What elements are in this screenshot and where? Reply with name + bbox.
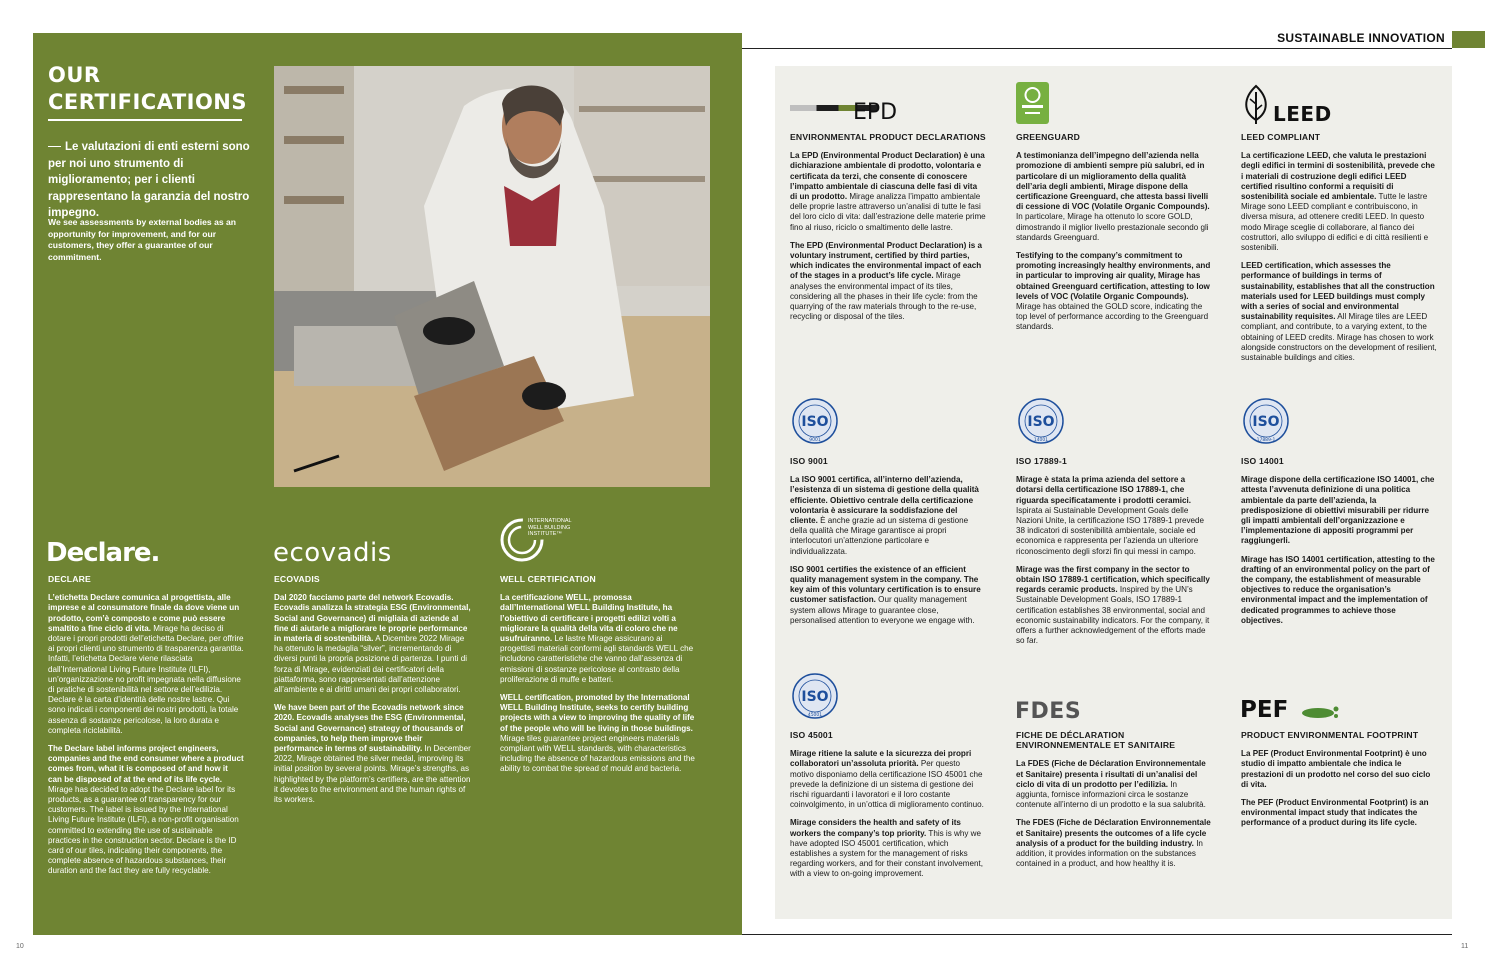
iso17889-section bbox=[1016, 456, 1212, 654]
intro-dash bbox=[48, 146, 61, 147]
intro-english: We see assessments by external bodies as an opportunity for improvement, and for our customers, they offer a guarantee of our commitment. bbox=[48, 217, 237, 262]
svg-text:ISO: ISO bbox=[1252, 414, 1280, 430]
iso45001-text-en: Mirage considers the health and safety of its workers the company’s top priority. This is why we have adopted ISO 45001 certification, which establishes a system for the management of risks regarding workers, and for their constant involvement, with a view to on-going improvement. bbox=[790, 818, 983, 879]
leed-section bbox=[1241, 132, 1437, 371]
ecovadis-text-it: Dal 2020 facciamo parte del network Ecovadis. Ecovadis analizza la strategia ESG (Environmental, Social and Governance) di migliaia di aziende al fine di aiutarle a migliorare le proprie performance in materia di sostenibilità. A Dicembre 2022 Mirage ha ottenuto la medaglia “silver”, incrementando di diversi punti la propria posizione di partenza. I punti di forza di Mirage, evidenziati dai certificatori della piattaforma, sono rappresentati dall’attenzione all’ambiente e ai diritti umani dei propri collaboratori. bbox=[274, 593, 471, 695]
svg-text:ISO: ISO bbox=[1027, 414, 1055, 430]
ecovadis-title: ECOVADIS bbox=[274, 574, 320, 584]
pef-logo: PEF bbox=[1240, 697, 1289, 723]
well-text-it: La certificazione WELL, promossa dall’International WELL Building Institute, ha l’obiettivo di certificare i progetti edilizi volti a migliorare la qualità della vita di coloro che ne usufruiranno. Le lastre Mirage assicurano ai progettisti materiali conformi agli standards WELL che includono caratteristiche che vanno dall’assenza di emissioni di sostanze pericolose al contrasto della proliferazione di muffe e batteri. bbox=[500, 593, 694, 684]
greenguard-section bbox=[1016, 132, 1212, 341]
page-title: OUR CERTIFICATIONS bbox=[48, 63, 248, 114]
well-title: WELL CERTIFICATION bbox=[500, 574, 596, 584]
pef-text-en: The PEF (Product Environmental Footprint) is an environmental impact study that indicates the performance of a product during its life cycle. bbox=[1241, 798, 1429, 828]
declare-title: DECLARE bbox=[48, 574, 91, 584]
leaf-icon bbox=[1241, 84, 1271, 124]
epd-text-it: La EPD (Environmental Product Declaration) è una dichiarazione ambientale di prodotto, volontaria e certificata da terzi, che consente di conoscere l’impatto ambientale di ciascuna delle fasi di vita di un prodotto. Mirage analizza l’impatto ambientale delle proprie lastre attraverso un’analisi di tutte le fasi del loro ciclo di vita: dall’estrazione delle materie prime fino al riuso, riciclo o smaltimento delle lastre. bbox=[790, 151, 986, 232]
fdes-section bbox=[1016, 730, 1212, 877]
leed-text-en: LEED certification, which assesses the performance of buildings in terms of sustainability, establishes that all the construction materials used for LEED buildings must comply with a series of social and environmental sustainability requisites. All Mirage tiles are LEED compliant, and contribute, to a varying extent, to the obtaining of LEED credits. Mirage has chosen to work alongside constructors on the development of resilient, sustainable buildings and cities. bbox=[1241, 261, 1437, 363]
technician-photo-illustration bbox=[274, 66, 710, 487]
bottom-rule bbox=[742, 934, 1452, 935]
svg-text:17889-1: 17889-1 bbox=[1256, 438, 1276, 443]
section-label: SUSTAINABLE INNOVATION bbox=[1277, 31, 1445, 45]
iso17889-title: ISO 17889-1 bbox=[1016, 456, 1067, 466]
well-text-en: WELL certification, promoted by the International WELL Building Institute, seeks to certify building projects with a view to improving the quality of life of the people who will be living in those buildings. Mirage tiles guarantee project engineers materials compliant with WELL standards, with characteristics including the absence of hazardous emissions and the ability to combat the spread of mould and bacteria. bbox=[500, 693, 695, 774]
fdes-text-en: The FDES (Fiche de Déclaration Environnementale et Sanitaire) presents the outcomes of a life cycle analysis of a product for the building industry. In addition, it provides information on the substances contained in a product, and how healthy it is. bbox=[1016, 818, 1211, 869]
iso14001-section bbox=[1241, 456, 1437, 634]
leed-title: LEED COMPLIANT bbox=[1241, 132, 1321, 142]
iso-badge-icon bbox=[1017, 397, 1065, 445]
iso9001-title: ISO 9001 bbox=[790, 456, 828, 466]
footprint-icon bbox=[1298, 705, 1340, 719]
ecovadis-logo: ecovadis bbox=[273, 538, 392, 568]
title-underline bbox=[48, 119, 242, 121]
iso9001-section bbox=[790, 456, 986, 634]
ecovadis-section bbox=[274, 574, 471, 813]
svg-text:14001: 14001 bbox=[1033, 438, 1049, 443]
declare-section bbox=[48, 574, 244, 885]
svg-text:9001: 9001 bbox=[809, 438, 821, 443]
hero-photo bbox=[274, 66, 710, 487]
iso-badge-icon bbox=[1242, 397, 1290, 445]
pef-text-it: La PEF (Product Environmental Footprint) è uno studio di impatto ambientale che indica le prestazioni di un prodotto nel corso del suo ciclo di vita. bbox=[1241, 749, 1431, 789]
top-rule bbox=[742, 48, 1452, 49]
greenguard-logo-icon bbox=[1016, 82, 1049, 124]
declare-text-en: The Declare label informs project engineers, companies and the end consumer where a product comes from, what it is composed of and how it can be disposed of at the end of its life cycle. Mirage has decided to adopt the Declare label for its products, as a guarantee of transparency for our customers. The label is issued by the International Living Future Institute (ILFI), a non-profit organisation committed to extending the use of sustainable practices in the construction sector. Declare is the ID card of our tiles, indicating their components, the complete absence of hazardous substances, their duration and the fact they are fully recyclable. bbox=[48, 744, 244, 876]
iso45001-section bbox=[790, 730, 986, 888]
intro-italian: Le valutazioni di enti esterni sono per noi uno strumento di miglioramento; per i clienti rappresentano la garanzia del nostro impegno. bbox=[48, 141, 250, 219]
page-number-right: 11 bbox=[1461, 943, 1469, 950]
iso45001-text-it: Mirage ritiene la salute e la sicurezza dei propri collaboratori un’assoluta priorità. Per questo motivo disponiamo della certificazione ISO 45001 che prevede la definizione di un sistema di gestione dei rischi riguardanti i lavoratori e il loro costante coinvolgimento, in un’ottica di miglioramento continuo. bbox=[790, 749, 984, 810]
fdes-logo: FDES bbox=[1015, 699, 1082, 724]
iso9001-text-it: La ISO 9001 certifica, all’interno dell’azienda, l’esistenza di un sistema di gestione della qualità efficiente. Obiettivo centrale della certificazione volontaria è assicurare la soddisfazione del cliente. È anche grazie ad un sistema di gestione della qualità che Mirage garantisce ai propri interlocutori un’attenzione particolare e individualizzata. bbox=[790, 475, 979, 556]
greenguard-text-it: A testimonianza dell’impegno dell’azienda nella promozione di ambienti sempre più salubri, ed in particolare di un miglioramento della qualità dell’aria degli ambienti, Mirage dispone della certificazione Greenguard, che attesta bassi livelli di cessione di VOC (Volatile Organic Compounds). In particolare, Mirage ha ottenuto lo score GOLD, dimostrando il miglior livello prestazionale secondo gli standards Greenguard. bbox=[1016, 151, 1210, 242]
well-section bbox=[500, 574, 698, 783]
page-number-left: 10 bbox=[16, 943, 24, 950]
iso-badge-icon bbox=[791, 672, 839, 720]
epd-text-en: The EPD (Environmental Product Declaration) is a voluntary instrument, certified by third parties, which indicates the environmental impact of each of the stages in a product’s life cycle. Mirage analyses the environmental impact of its tiles, considering all the phases in their life cycle: from the quarrying of the raw materials through to the re-use, recycling or disposal of the tiles. bbox=[790, 240, 983, 322]
iso17889-text-en: Mirage was the first company in the sector to obtain ISO 17889-1 certification, which specifically regards ceramic products. Inspired by the UN’s Sustainable Development Goals, ISO 17889-1 certification establishes 38 environmental, social and economic sustainability indicators. For the company, it offers a further acknowledgement of the efforts made so far. bbox=[1016, 564, 1210, 646]
svg-text:ISO: ISO bbox=[801, 414, 829, 430]
greenguard-title: GREENGUARD bbox=[1016, 132, 1081, 142]
well-logo-text: INTERNATIONAL WELL BUILDING INSTITUTE™ bbox=[528, 518, 572, 537]
iso45001-title: ISO 45001 bbox=[790, 730, 833, 740]
fdes-text-it: La FDES (Fiche de Déclaration Environnementale et Sanitaire) presenta i risultati di un’analisi del ciclo di vita di un prodotto per l’edilizia. In aggiunta, fornisce informazioni circa le sostanze contenute all’interno di un prodotto e la sua salubrità. bbox=[1016, 759, 1206, 810]
leed-logo bbox=[1241, 84, 1332, 129]
iso17889-text-it: Mirage è stata la prima azienda del settore a dotarsi della certificazione ISO 17889-1, che riguarda specificatamente i prodotti ceramici. Ispirata ai Sustainable Development Goals delle Nazioni Unite, la certificazione ISO 17889-1 prevede 38 indicatori di sostenibilità ambientale, sociale ed economica e rappresenta per l’azienda un ulteriore riconoscimento degli sforzi fin qui messi in campo. bbox=[1016, 475, 1205, 556]
epd-logo-text: EPD bbox=[853, 100, 898, 125]
epd-title: ENVIRONMENTAL PRODUCT DECLARATIONS bbox=[790, 132, 986, 142]
greenguard-text-en: Testifying to the company’s commitment to promoting increasingly healthy environments, and in particular to improving air quality, Mirage has obtained Greenguard certification, attesting to low levels of VOC (Volatile Organic Compounds). Mirage has obtained the GOLD score, indicating the top level of performance according to the Greenguard standards. bbox=[1016, 251, 1211, 332]
leed-logo-text: LEED bbox=[1273, 102, 1332, 126]
fdes-title: FICHE DE DÉCLARATION ENVIRONNEMENTALE ET SANITAIRE bbox=[1016, 730, 1176, 751]
iso14001-text-it: Mirage dispone della certificazione ISO 14001, che attesta l’avvenuta definizione di una politica ambientale da parte dell’azienda, la predisposizione di obiettivi misurabili per ridurre gli impatti ambientali dell’organizzazione e l’implementazione di appositi programmi per raggiungerli. bbox=[1241, 475, 1435, 546]
declare-text-it: L’etichetta Declare comunica al progettista, alle imprese e al consumatore finale da dove viene un prodotto, com’è composto e come può essere smaltito a fine ciclo di vita. Mirage ha deciso di dotare i propri prodotti dell’etichetta Declare, per offrire ai propri clienti uno strumento di trasparenza garantita. Infatti, l’etichetta Declare viene rilasciata dall’International Living Future Institute (ILFI), un’organizzazione no profit impegnata nella diffusione di pratiche di sostenibilità nel settore dell’edilizia. Declare è la carta d’identità delle nostre lastre. Qui sono indicati i componenti dei nostri prodotti, la totale assenza di sostanze pericolose, la loro durata e completa riciclabilità. bbox=[48, 593, 244, 735]
iso14001-title: ISO 14001 bbox=[1241, 456, 1284, 466]
epd-section bbox=[790, 132, 986, 330]
svg-text:ISO: ISO bbox=[801, 689, 829, 705]
iso14001-text-en: Mirage has ISO 14001 certification, attesting to the drafting of an environmental policy on the part of the company, the establishment of measurable objectives to reduce the organisation’s environmental impact and the implementation of dedicated programmes to achieve those objectives. bbox=[1241, 554, 1435, 625]
iso-badge-icon bbox=[791, 397, 839, 445]
ecovadis-text-en: We have been part of the Ecovadis network since 2020. Ecovadis analyses the ESG (Environmental, Social and Governance) strategy of thousands of companies, to help them improve their performance in terms of sustainability. In December 2022, Mirage obtained the silver medal, improving its initial position by several points. Mirage’s strengths, as highlighted by the platform’s certifiers, are the attention it devotes to the environment and the human rights of its workers. bbox=[274, 703, 471, 805]
leed-text-it: La certificazione LEED, che valuta le prestazioni degli edifici in termini di sostenibilità, prevede che i materiali di costruzione degli edifici LEED certified risultino conformi a requisiti di sostenibilità sociale ed ambientale. Tutte le lastre Mirage sono LEED compliant e contribuiscono, in diversa misura, ad ottenere crediti LEED. In questo modo Mirage sceglie di collaborare, al fianco dei costruttori, allo sviluppo di edifici e di città resilienti e sostenibili. bbox=[1241, 151, 1435, 253]
iso9001-text-en: ISO 9001 certifies the existence of an efficient quality management system in the company. The key aim of this voluntary certification is to ensure customer satisfaction. Our quality management system allows Mirage to guarantee close, personalised attention to everyone we engage with. bbox=[790, 564, 981, 625]
declare-logo: Declare. bbox=[46, 538, 160, 568]
pef-title: PRODUCT ENVIRONMENTAL FOOTPRINT bbox=[1241, 730, 1419, 740]
pef-section bbox=[1241, 730, 1437, 837]
svg-text:45001: 45001 bbox=[807, 713, 823, 718]
section-label-bar bbox=[1452, 31, 1485, 48]
